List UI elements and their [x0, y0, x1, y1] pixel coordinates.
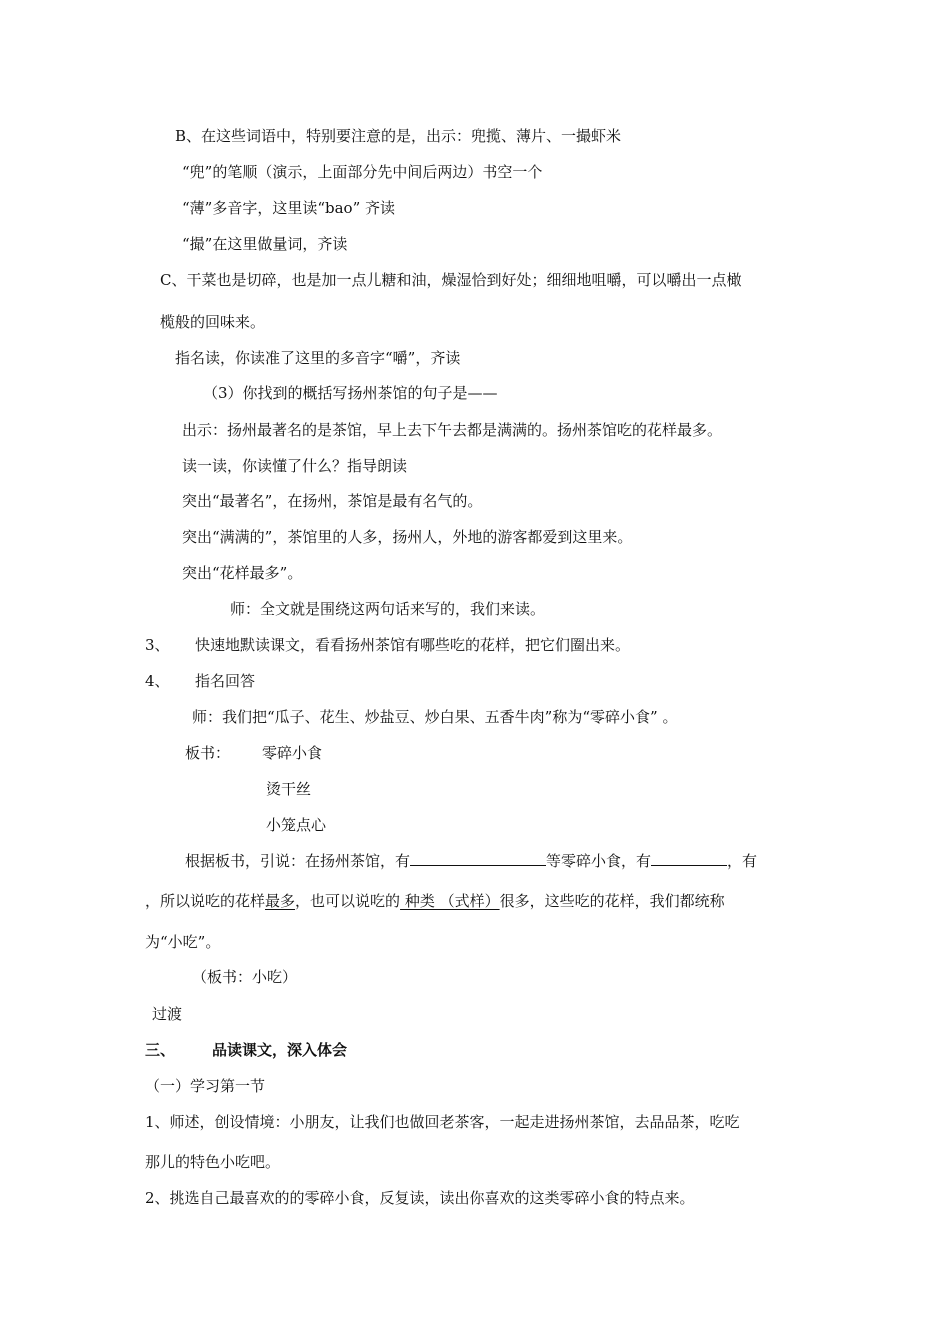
sentence-part: 很多，这些吃的花样，我们都统称 — [499, 892, 725, 910]
text-line: 突出“最著名”，在扬州，茶馆是最有名气的。 — [182, 492, 483, 510]
text-line: 2、挑选自己最喜欢的的零碎小食，反复读，读出你喜欢的这类零碎小食的特点来。 — [145, 1189, 695, 1207]
text-line: 1、师述，创设情境：小朋友，让我们也做回老茶客，一起走进扬州茶馆，去品品茶，吃吃 — [145, 1113, 740, 1131]
fill-blank — [651, 851, 727, 866]
sentence-part: 等零碎小食，有 — [546, 852, 652, 870]
text-line: C、干菜也是切碎，也是加一点儿糖和油，燥湿恰到好处；细细地咀嚼，可以嚼出一点橄 — [160, 271, 742, 289]
blackboard-item: 零碎小食 — [262, 744, 323, 762]
subsection-heading: （一）学习第一节 — [145, 1077, 266, 1095]
text-line: 师：我们把“瓜子、花生、炒盐豆、炒白果、五香牛肉”称为“零碎小食” 。 — [192, 708, 678, 726]
text-line: 读一读，你读懂了什么？指导朗读 — [182, 457, 408, 475]
blackboard-item: 小笼点心 — [266, 816, 327, 834]
fill-in-sentence — [185, 851, 757, 871]
sentence-part: 根据板书，引说：在扬州茶馆，有 — [185, 852, 411, 870]
underlined-text: 种类 （式样） — [400, 892, 500, 910]
sentence-part: ，有 — [727, 852, 758, 870]
text-line — [145, 891, 725, 911]
blackboard-label: 板书： — [185, 744, 231, 762]
section-heading: 品读课文，深入体会 — [212, 1041, 348, 1059]
text-line: 快速地默读课文，看看扬州茶馆有哪些吃的花样，把它们圈出来。 — [195, 636, 631, 654]
text-line: 指名读，你读准了这里的多音字“嚼”，齐读 — [175, 349, 461, 367]
text-line: 过渡 — [152, 1005, 183, 1023]
text-line: B、在这些词语中，特别要注意的是，出示：兜揽、薄片、一撮虾米 — [175, 127, 622, 145]
blackboard-item: 烫干丝 — [266, 780, 312, 798]
sentence-part: ，所以说吃的花样 — [145, 892, 266, 910]
text-line: 出示：扬州最著名的是茶馆，早上去下午去都是满满的。扬州茶馆吃的花样最多。 — [182, 421, 723, 439]
text-line: “撮”在这里做量词，齐读 — [182, 235, 348, 253]
section-number: 三、 — [145, 1041, 176, 1059]
text-line: 指名回答 — [195, 672, 256, 690]
text-line: 突出“满满的”，茶馆里的人多，扬州人，外地的游客都爱到这里来。 — [182, 528, 633, 546]
sentence-part: ，也可以说吃的 — [295, 892, 401, 910]
underlined-text: 最多 — [265, 892, 296, 910]
text-line: （3）你找到的概括写扬州茶馆的句子是—— — [203, 384, 498, 402]
text-line: 为“小吃”。 — [145, 933, 221, 951]
text-line: 那儿的特色小吃吧。 — [145, 1153, 281, 1171]
fill-blank — [410, 851, 546, 866]
text-line: “薄”多音字，这里读“bao” 齐读 — [182, 199, 396, 217]
text-line: 突出“花样最多”。 — [182, 564, 303, 582]
text-line: 师：全文就是围绕这两句话来写的，我们来读。 — [230, 600, 546, 618]
text-line: 榄般的回味来。 — [160, 313, 266, 331]
text-line: “兜”的笔顺（演示，上面部分先中间后两边）书空一个 — [182, 163, 543, 181]
list-number: 4、 — [145, 672, 170, 690]
text-line: （板书：小吃） — [192, 968, 298, 986]
list-number: 3、 — [145, 636, 170, 654]
